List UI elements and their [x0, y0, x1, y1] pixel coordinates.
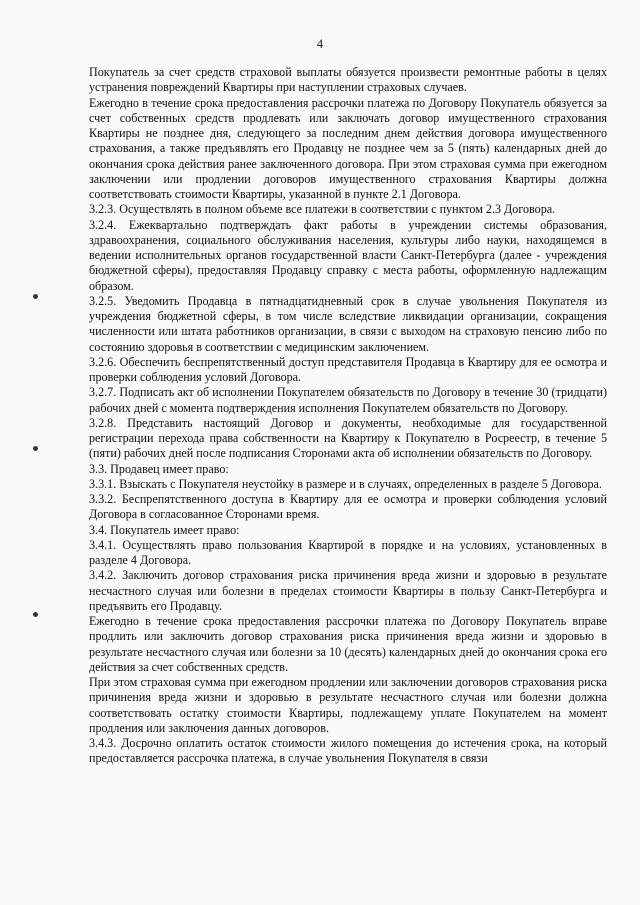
- document-body: [89, 65, 607, 767]
- scan-mark-2: [32, 445, 39, 452]
- section-heading: 3.4. Покупатель имеет право:: [89, 522, 240, 537]
- paragraph: 3.2.8. Представить настоящий Договор и документы, необходимые для государственной регистрации перехода права собственности на Квартиру к Покупателю в Росреестр, в течение 5 (пяти) рабочих дней после подписания Сторонами акта об исполнении обязательств по Договору.: [89, 415, 607, 461]
- paragraph: 3.2.4. Ежеквартально подтверждать факт работы в учреждении системы образования, здравоохранения, социального обслуживания населения, культуры либо науки, находящемся в ведении исполнительных органов государственной власти Санкт-Петербурга (далее - учреждения бюджетной сферы), предоставляя Продавцу справку с места работы, оформленную надлежащим образом.: [89, 217, 607, 293]
- paragraph: Покупатель за счет средств страховой выплаты обязуется произвести ремонтные работы в целях устранения повреждений Квартиры при наступлении страховых случаев.: [89, 65, 607, 95]
- paragraph: При этом страховая сумма при ежегодном продлении или заключении договоров страхования риска причинения вреда жизни и здоровью в результате несчастного случая или болезни должна соответствовать остатку стоимости Квартиры, подлежащему уплате Покупателем на момент продления или заключения данных договоров.: [89, 675, 607, 735]
- paragraph: 3.3.1. Взыскать с Покупателя неустойку в размере и в случаях, определенных в разделе 5 Договора.: [89, 476, 602, 491]
- paragraph: 3.2.5. Уведомить Продавца в пятнадцатидневный срок в случае увольнения Покупателя из учреждения бюджетной сферы, в том числе вследствие ликвидации организации, сокращения численности или штата работников организации, в связи с выходом на страховую пенсию либо по состоянию здоровья в соответствии с медицинским заключением.: [89, 293, 607, 354]
- paragraph: Ежегодно в течение срока предоставления рассрочки платежа по Договору Покупатель обязуется за счет собственных средств продлевать или заключать договор имущественного страхования Квартиры не позднее дня, следующего за последним днем действия договора имущественного страхования, а также предъявлять его Продавцу не позднее чем за 5 (пять) календарных дней до окончания срока действия ранее заключенного договора. При этом страховая сумма при ежегодном заключении или продлении договоров имущественного страхования Квартиры должна соответствовать стоимости Квартиры, указанной в пункте 2.1 Договора.: [89, 95, 607, 201]
- paragraph: 3.2.6. Обеспечить беспрепятственный доступ представителя Продавца в Квартиру для ее осмотра и проверки соблюдения условий Договора.: [89, 354, 607, 384]
- paragraph: 3.2.7. Подписать акт об исполнении Покупателем обязательств по Договору в течение 30 (тридцати) рабочих дней с момента подтверждения исполнения Покупателем обязательств по Договору.: [89, 385, 607, 415]
- paragraph: 3.2.3. Осуществлять в полном объеме все платежи в соответствии с пунктом 2.3 Договора.: [89, 202, 556, 217]
- page-number: 4: [316, 37, 324, 51]
- scan-mark-3: [32, 611, 39, 618]
- section-heading: 3.3. Продавец имеет право:: [89, 461, 229, 476]
- paragraph: 3.4.1. Осуществлять право пользования Квартирой в порядке и на условиях, установленных в разделе 4 Договора.: [89, 537, 607, 567]
- paragraph: Ежегодно в течение срока предоставления рассрочки платежа по Договору Покупатель вправе продлить или заключить договор страхования риска причинения вреда жизни и здоровью в результате несчастного случая или болезни за 10 (десять) календарных дней до окончания срока его действия за счет собственных средств.: [89, 614, 607, 674]
- scan-mark-1: [32, 293, 39, 300]
- paragraph: 3.4.2. Заключить договор страхования риска причинения вреда жизни и здоровью в результате несчастного случая или болезни в пределах стоимости Квартиры в пользу Санкт-Петербурга и предъявить его Продавцу.: [89, 568, 607, 613]
- paragraph: 3.3.2. Беспрепятственного доступа в Квартиру для ее осмотра и проверки соблюдения условий Договора в согласованное Сторонами время.: [89, 492, 607, 522]
- paragraph: 3.4.3. Досрочно оплатить остаток стоимости жилого помещения до истечения срока, на который предоставляется рассрочка платежа, в случае увольнения Покупателя в связи: [89, 736, 607, 766]
